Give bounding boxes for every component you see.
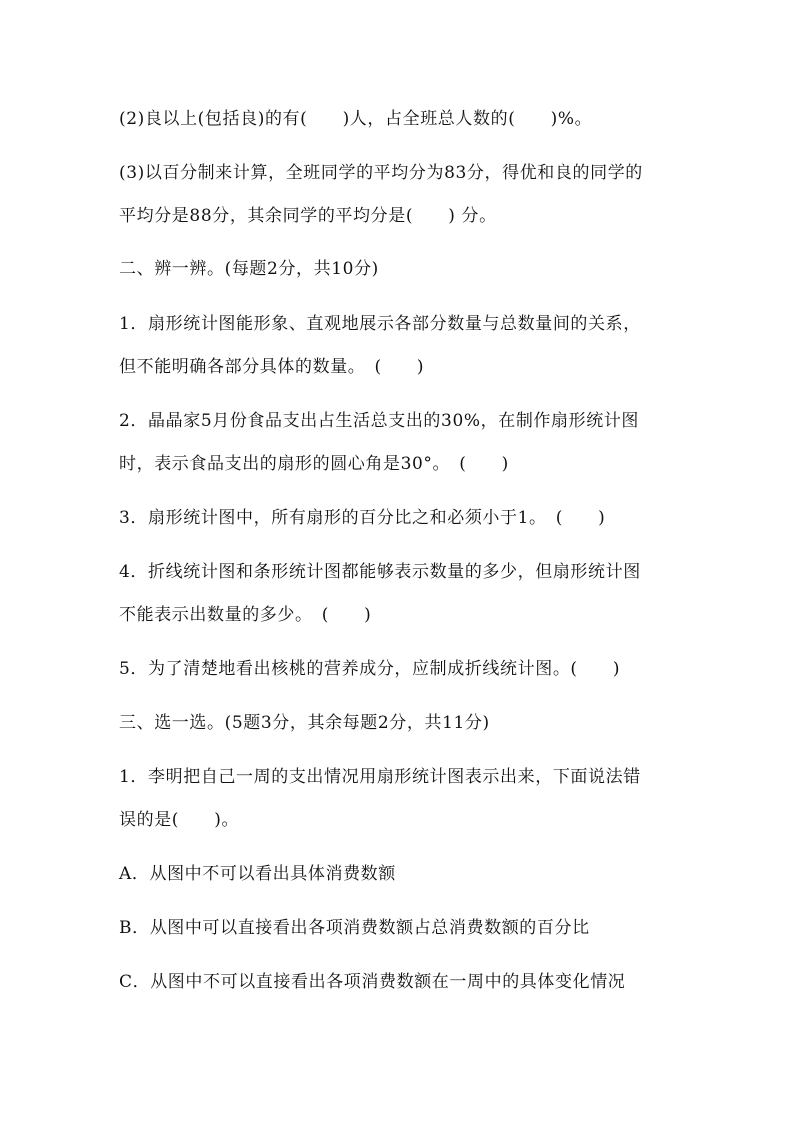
judge-2-line-1: 2．晶晶家5月份食品支出占生活总支出的30%，在制作扇形统计图 [119, 411, 640, 431]
judge-1-line-2: 但不能明确各部分具体的数量。 ( ) [119, 357, 425, 377]
choice-option-b: B．从图中可以直接看出各项消费数额占总消费数额的百分比 [119, 918, 590, 938]
judge-1-line-1: 1．扇形统计图能形象、直观地展示各部分数量与总数量间的关系， [119, 314, 641, 334]
q2-text-line: (2)良以上(包括良)的有( )人，占全班总人数的( )%。 [119, 109, 593, 129]
choice-option-c: C．从图中不可以直接看出各项消费数额在一周中的具体变化情况 [119, 972, 626, 992]
judge-3-line: 3．扇形统计图中，所有扇形的百分比之和必须小于1。 ( ) [119, 508, 606, 528]
choice-option-a: A．从图中不可以看出具体消费数额 [119, 864, 396, 884]
choice-1-line-2: 误的是( )。 [119, 810, 240, 830]
section-2-heading: 二、辨一辨。(每题2分，共10分) [119, 259, 379, 279]
choice-1-line-1: 1．李明把自己一周的支出情况用扇形统计图表示出来，下面说法错 [119, 767, 641, 787]
judge-5-line: 5．为了清楚地看出核桃的营养成分，应制成折线统计图。( ) [119, 659, 621, 679]
judge-4-line-1: 4．折线统计图和条形统计图都能够表示数量的多少，但扇形统计图 [119, 562, 641, 582]
judge-4-line-2: 不能表示出数量的多少。 ( ) [119, 605, 372, 625]
q3-text-line-2: 平均分是88分，其余同学的平均分是( ) 分。 [119, 206, 497, 226]
q3-text-line-1: (3)以百分制来计算，全班同学的平均分为83分，得优和良的同学的 [119, 163, 643, 183]
judge-2-line-2: 时，表示食品支出的扇形的圆心角是30°。 ( ) [119, 454, 509, 474]
section-3-heading: 三、选一选。(5题3分，其余每题2分，共11分) [119, 713, 490, 733]
